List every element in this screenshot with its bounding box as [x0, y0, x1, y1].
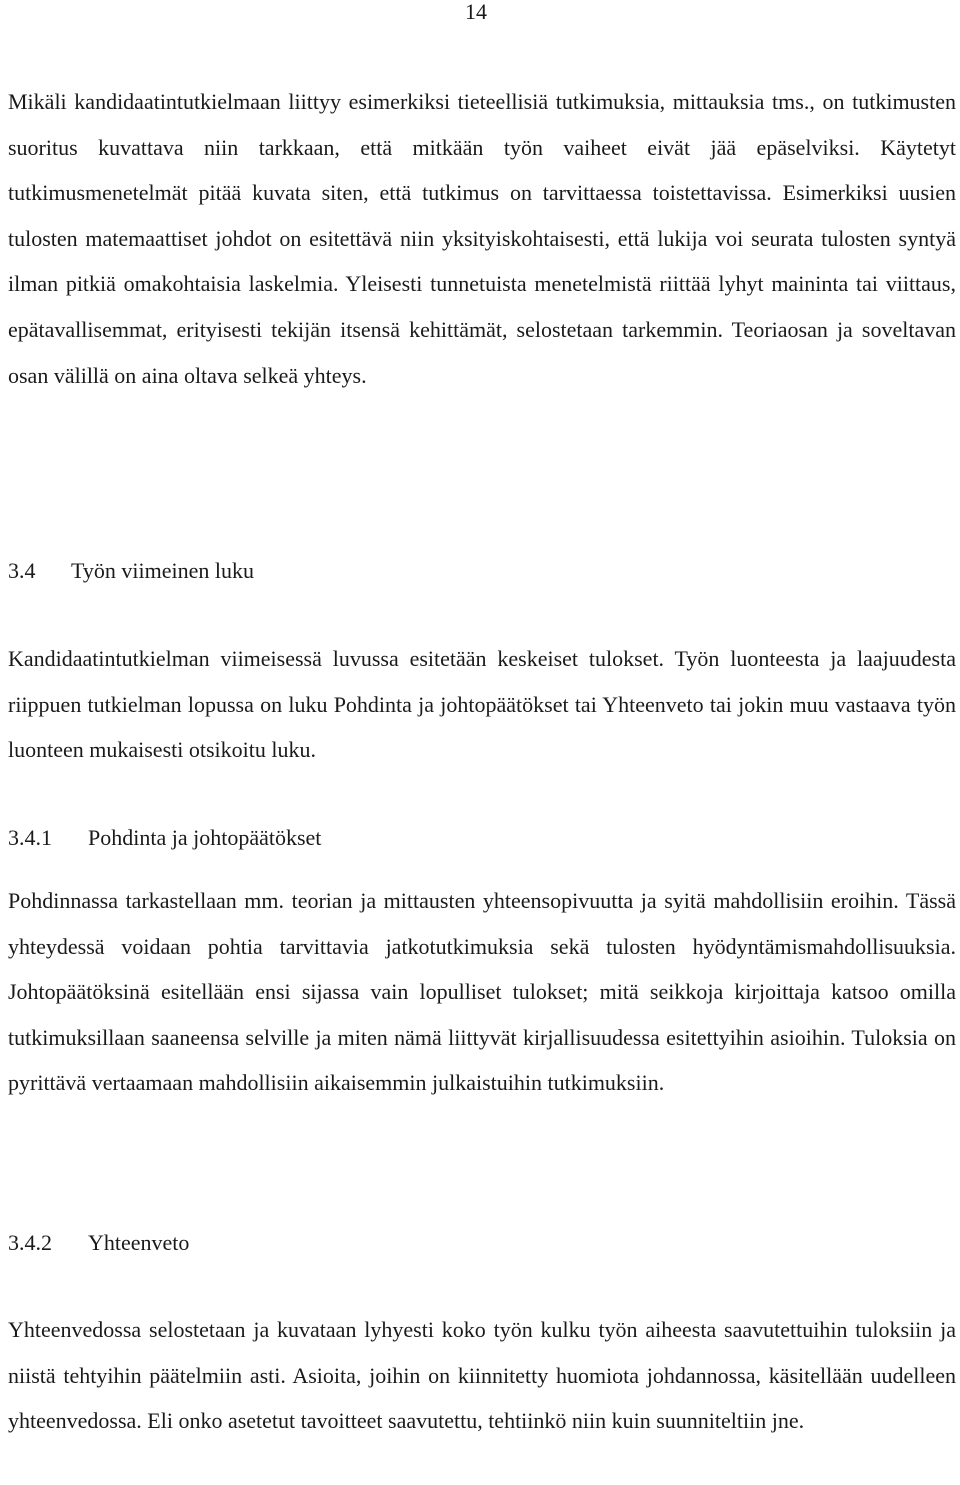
- paragraph-final-chapter: Kandidaatintutkielman viimeisessä luvussa esitetään keskeiset tulokset. Työn luonteesta ja laajuudesta riippuen tutkielman lopussa on luku Pohdinta ja johtopäätökset tai Yhteenveto tai jokin muu vastaava työn luonteen mukaisesti otsikoitu luku.: [8, 646, 956, 763]
- subsection-number: 3.4.2: [8, 1230, 52, 1255]
- paragraph-summary: Yhteenvedossa selostetaan ja kuvataan lyhyesti koko työn kulku työn aiheesta saavutettuihin tuloksiin ja niistä tehtyihin päätelmiin asti. Asioita, joihin on kiinnitetty huomiota johdannossa, käsitellään uudelleen yhteenvedossa. Eli onko asetetut tavoitteet saavutettu, tehtiinkö niin kuin suunniteltiin jne.: [8, 1317, 956, 1434]
- page-number: 14: [465, 0, 487, 24]
- paragraph-research-methods: Mikäli kandidaatintutkielmaan liittyy esimerkiksi tieteellisiä tutkimuksia, mittauksia tms., on tutkimusten suoritus kuvattava niin tarkkaan, että mitkään työn vaiheet eivät jää epäselviksi. Käytetyt tutkimusmenetelmät pitää kuvata siten, että tutkimus on tarvittaessa toistettavissa. Esimerkiksi uusien tulosten matemaattiset johdot on esitettävä niin yksityiskohtaisesti, että lukija voi seurata tulosten syntyä ilman pitkiä omakohtaisia laskelmia. Yleisesti tunnetuista menetelmistä riittää lyhyt maininta tai viittaus, epätavallisemmat, erityisesti tekijän itsensä kehittämät, selostetaan tarkemmin. Teoriaosan ja soveltavan osan välillä on aina oltava selkeä yhteys.: [8, 89, 956, 388]
- subsection-heading-3-4-2: [8, 1228, 956, 1258]
- section-title: Työn viimeinen luku: [71, 558, 254, 583]
- subsection-number: 3.4.1: [8, 825, 52, 850]
- subsection-heading-3-4-1: [8, 823, 956, 853]
- section-number: 3.4: [8, 558, 36, 583]
- subsection-title: Pohdinta ja johtopäätökset: [88, 825, 322, 850]
- paragraph-discussion: Pohdinnassa tarkastellaan mm. teorian ja mittausten yhteensopivuutta ja syitä mahdollisiin eroihin. Tässä yhteydessä voidaan pohtia tarvittavia jatkotutkimuksia sekä tulosten hyödyntämismahdollisuuksia. Johtopäätöksinä esitellään ensi sijassa vain lopulliset tulokset; mitä seikkoja kirjoittaja katsoo omilla tutkimuksillaan saaneensa selville ja miten nämä liittyvät kirjallisuudessa esitettyihin asioihin. Tuloksia on pyrittävä vertaamaan mahdollisiin aikaisemmin julkaistuihin tutkimuksiin.: [8, 888, 956, 1096]
- section-heading-3-4: [8, 556, 956, 586]
- subsection-title: Yhteenveto: [88, 1230, 190, 1255]
